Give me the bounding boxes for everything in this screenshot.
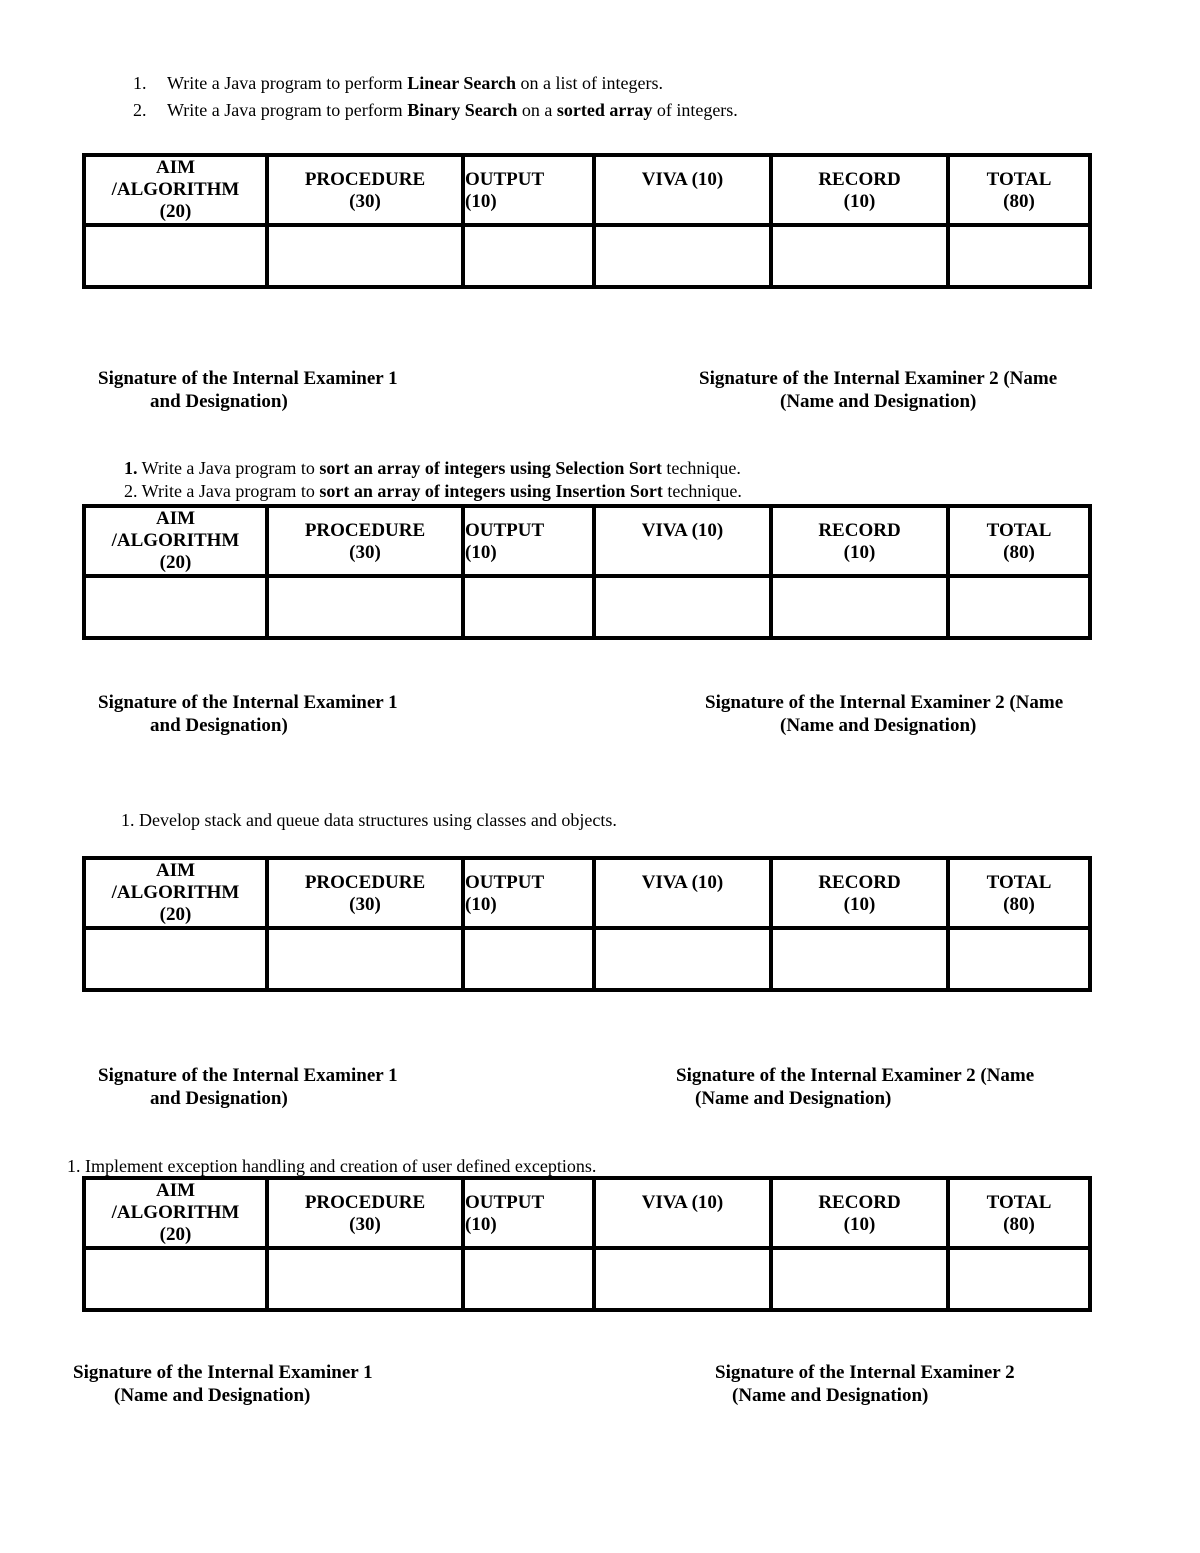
- cell-procedure-score[interactable]: [267, 576, 463, 638]
- task-stack-queue: 1. Develop stack and queue data structures using classes and objects.: [121, 810, 617, 830]
- col-aim: AIM /ALGORITHM (20): [84, 155, 267, 225]
- cell-viva-score[interactable]: [594, 928, 771, 990]
- cell-output-score[interactable]: [463, 928, 594, 990]
- col-aim: AIM /ALGORITHM (20): [84, 506, 267, 576]
- cell-aim-score[interactable]: [84, 928, 267, 990]
- cell-output-score[interactable]: [463, 576, 594, 638]
- col-procedure: PROCEDURE (30): [267, 506, 463, 576]
- cell-record-score[interactable]: [771, 1248, 948, 1310]
- cell-procedure-score[interactable]: [267, 928, 463, 990]
- cell-viva-score[interactable]: [594, 576, 771, 638]
- cell-total-score[interactable]: [948, 928, 1090, 990]
- signature-examiner-1: Signature of the Internal Examiner 1 (Name and Designation): [73, 1362, 373, 1406]
- cell-total-score[interactable]: [948, 225, 1090, 287]
- signature-examiner-2: Signature of the Internal Examiner 2 (Name (Name and Designation): [705, 692, 1064, 736]
- col-viva: VIVA (10): [594, 1178, 771, 1248]
- signature-examiner-2: Signature of the Internal Examiner 2 (Name (Name and Designation): [676, 1065, 1035, 1109]
- marks-table-3: [82, 856, 1092, 992]
- cell-record-score[interactable]: [771, 225, 948, 287]
- col-record: RECORD (10): [771, 506, 948, 576]
- col-record: RECORD (10): [771, 858, 948, 928]
- col-record: RECORD (10): [771, 155, 948, 225]
- col-procedure: PROCEDURE (30): [267, 155, 463, 225]
- col-total: TOTAL (80): [948, 858, 1090, 928]
- cell-record-score[interactable]: [771, 928, 948, 990]
- col-total: TOTAL (80): [948, 155, 1090, 225]
- cell-viva-score[interactable]: [594, 1248, 771, 1310]
- signature-examiner-1: Signature of the Internal Examiner 1 and Designation): [98, 692, 398, 736]
- marks-table-2: [82, 504, 1092, 640]
- signature-examiner-2: Signature of the Internal Examiner 2 (Name (Name and Designation): [699, 368, 1058, 412]
- col-output: OUTPUT (10): [463, 506, 594, 576]
- col-aim: AIM /ALGORITHM (20): [84, 858, 267, 928]
- col-procedure: PROCEDURE (30): [267, 1178, 463, 1248]
- task-binary-search: 2. Write a Java program to perform Binary Search on a sorted array of integers.: [133, 100, 738, 120]
- marks-table-1: [82, 153, 1092, 289]
- marks-table-4: [82, 1176, 1092, 1312]
- task-selection-sort: 1. Write a Java program to sort an array of integers using Selection Sort technique.: [124, 458, 741, 478]
- cell-procedure-score[interactable]: [267, 225, 463, 287]
- task-linear-search: 1. Write a Java program to perform Linear Search on a list of integers.: [133, 73, 664, 93]
- col-total: TOTAL (80): [948, 1178, 1090, 1248]
- col-viva: VIVA (10): [594, 858, 771, 928]
- cell-viva-score[interactable]: [594, 225, 771, 287]
- signature-examiner-1: Signature of the Internal Examiner 1 and Designation): [98, 368, 398, 412]
- task-exception-handling: 1. Implement exception handling and creation of user defined exceptions.: [67, 1156, 597, 1176]
- cell-total-score[interactable]: [948, 576, 1090, 638]
- cell-output-score[interactable]: [463, 225, 594, 287]
- cell-aim-score[interactable]: [84, 1248, 267, 1310]
- cell-total-score[interactable]: [948, 1248, 1090, 1310]
- cell-record-score[interactable]: [771, 576, 948, 638]
- cell-aim-score[interactable]: [84, 225, 267, 287]
- col-output: OUTPUT (10): [463, 858, 594, 928]
- col-viva: VIVA (10): [594, 155, 771, 225]
- signature-examiner-1: Signature of the Internal Examiner 1 and Designation): [98, 1065, 398, 1109]
- cell-aim-score[interactable]: [84, 576, 267, 638]
- col-output: OUTPUT (10): [463, 1178, 594, 1248]
- col-procedure: PROCEDURE (30): [267, 858, 463, 928]
- col-aim: AIM /ALGORITHM (20): [84, 1178, 267, 1248]
- cell-procedure-score[interactable]: [267, 1248, 463, 1310]
- task-insertion-sort: 2. Write a Java program to sort an array of integers using Insertion Sort technique.: [124, 481, 742, 501]
- signature-examiner-2: Signature of the Internal Examiner 2 (Name and Designation): [715, 1362, 1015, 1406]
- col-record: RECORD (10): [771, 1178, 948, 1248]
- cell-output-score[interactable]: [463, 1248, 594, 1310]
- col-output: OUTPUT (10): [463, 155, 594, 225]
- col-viva: VIVA (10): [594, 506, 771, 576]
- col-total: TOTAL (80): [948, 506, 1090, 576]
